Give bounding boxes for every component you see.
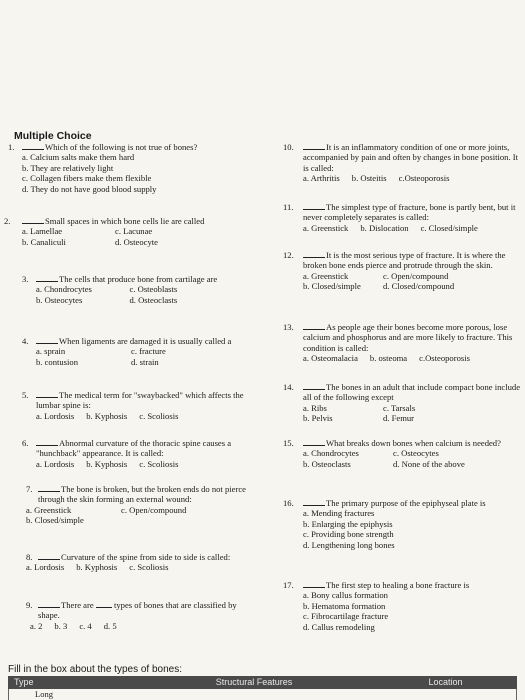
question-6 (8, 438, 248, 469)
option: a. sprain (36, 346, 66, 357)
option: c. Closed/simple (420, 222, 478, 233)
answer-blank[interactable] (38, 484, 60, 492)
question-number: 3. (22, 274, 29, 284)
answer-blank[interactable] (38, 600, 60, 608)
option: d. Femur (383, 413, 415, 424)
option: b. Dislocation (360, 222, 409, 233)
option: d. None of the above (393, 458, 465, 469)
question-stem: Which of the following is not true of bones? (45, 142, 198, 152)
fill-in-title: Fill in the box about the types of bones: (8, 664, 182, 675)
option: a. 2 (30, 620, 43, 631)
question-stem: Small spaces in which bone cells lie are called (45, 216, 205, 226)
question-8 (8, 552, 253, 573)
question-number: 6. (22, 438, 29, 448)
question-number: 16. (283, 498, 294, 508)
question-number: 7. (26, 484, 33, 494)
option: b. Pelvis (303, 413, 333, 424)
option: c. Scoliosis (129, 562, 169, 573)
option: c. fracture (131, 346, 166, 357)
option: d. Closed/compound (383, 281, 455, 292)
question-stem: What breaks down bones when calcium is needed? (326, 438, 501, 448)
answer-blank[interactable] (22, 142, 44, 150)
question-10 (283, 142, 521, 184)
option: c. Open/compound (121, 504, 187, 515)
table-header (8, 676, 517, 689)
answer-blank[interactable] (36, 336, 58, 344)
question-number: 12. (283, 250, 294, 260)
question-stem: It is an inflammatory condition of one or more joints, accompanied by pain and often by changes in bone position. It is called: (303, 142, 519, 173)
option: a. Arthritis (303, 173, 340, 184)
option: d. 5 (103, 620, 117, 631)
option: b. contusion (36, 356, 79, 367)
option: b. Kyphosis (86, 410, 128, 421)
question-number: 1. (8, 142, 15, 152)
question-number: 8. (26, 552, 33, 562)
question-stem: types of bones that are classified by shape. (38, 600, 237, 621)
question-number: 14. (283, 382, 294, 392)
option: a. Chondrocytes (36, 284, 92, 295)
option: c. Open/compound (383, 270, 449, 281)
option: a. Lordosis (36, 410, 75, 421)
question-16 (283, 498, 521, 550)
question-9 (8, 600, 253, 631)
option: c. Osteocytes (393, 448, 439, 459)
question-11 (283, 202, 521, 233)
option: c. Scoliosis (139, 410, 179, 421)
question-stem: The first step to healing a bone fracture is (326, 580, 470, 590)
question-15 (283, 438, 521, 469)
option: c. Osteoblasts (129, 284, 178, 295)
answer-blank[interactable] (96, 600, 112, 608)
question-number: 11. (283, 202, 294, 212)
question-7 (8, 484, 258, 526)
question-number: 10. (283, 142, 294, 152)
question-13 (283, 322, 521, 364)
option: b. 3 (54, 620, 68, 631)
question-stem: The bone is broken, but the broken ends do not pierce through the skin forming an external wound: (38, 484, 246, 505)
question-number: 5. (22, 390, 29, 400)
row-label: Long (35, 689, 53, 699)
question-stem: The medical term for "swaybacked" which affects the lumbar spine is: (36, 390, 244, 411)
answer-blank[interactable] (303, 142, 325, 150)
answer-blank[interactable] (303, 498, 325, 506)
option: a. Lordosis (26, 562, 65, 573)
question-stem: The simplest type of fracture, bone is partly bent, but it never completely separates is called: (303, 202, 516, 223)
option: a. Greenstick (303, 222, 349, 233)
question-1 (8, 142, 258, 194)
question-number: 17. (283, 580, 294, 590)
question-5 (8, 390, 253, 421)
question-stem: The primary purpose of the epiphyseal plate is (326, 498, 486, 508)
option: d. They do not have good blood supply (22, 183, 157, 194)
option: a. Ribs (303, 402, 327, 413)
question-14 (283, 382, 521, 424)
option: c. Collagen fibers make them flexible (22, 173, 152, 184)
answer-blank[interactable] (36, 390, 58, 398)
option: b. Canaliculi (22, 236, 66, 247)
option: c. 4 (79, 620, 92, 631)
option: a. Greenstick (303, 270, 349, 281)
question-stem: Curvature of the spine from side to side is called: (61, 552, 231, 562)
column-header-type: Type (14, 677, 34, 687)
option: b. Closed/simple (303, 281, 361, 292)
question-number: 9. (26, 600, 33, 610)
option: b. osteoma (369, 353, 408, 364)
option: c. Lacunae (115, 226, 153, 237)
option: a. Chondrocytes (303, 448, 359, 459)
option: b. They are relatively light (22, 162, 114, 173)
option: a. Osteomalacia (303, 353, 358, 364)
question-number: 4. (22, 336, 29, 346)
option: c. Tarsals (383, 402, 416, 413)
answer-blank[interactable] (303, 580, 325, 588)
question-3 (8, 274, 223, 305)
option: b. Osteocytes (36, 294, 83, 305)
bone-types-table (8, 676, 517, 700)
answer-blank[interactable] (303, 382, 325, 390)
question-stem: It is the most serious type of fracture. It is where the broken bone ends pierce and protrude through the skin. (303, 250, 506, 271)
question-stem: There are (61, 600, 94, 610)
option: b. Kyphosis (86, 458, 128, 469)
option: b. Closed/simple (26, 515, 84, 526)
option: b. Osteoclasts (303, 458, 351, 469)
answer-blank[interactable] (36, 274, 58, 282)
option: c. Providing bone strength (303, 529, 394, 540)
option: c. Fibrocartilage fracture (303, 611, 389, 622)
option: c.Osteoporosis (398, 173, 450, 184)
section-heading: Multiple Choice (14, 130, 92, 142)
option: d. Osteocyte (115, 236, 158, 247)
option: b. Enlarging the epiphysis (303, 518, 393, 529)
option: b. Hematoma formation (303, 600, 386, 611)
column-header-structural-features: Structural Features (215, 677, 293, 687)
option: d. Osteoclasts (129, 294, 178, 305)
option: d. Callus remodeling (303, 621, 375, 632)
question-stem: The bones in an adult that include compact bone include all of the following except (303, 382, 521, 403)
question-number: 2. (4, 216, 11, 226)
option: a. Greenstick (26, 504, 72, 515)
option: c. Scoliosis (139, 458, 179, 469)
option: a. Calcium salts make them hard (22, 152, 135, 163)
answer-blank[interactable] (303, 322, 325, 330)
question-stem: As people age their bones become more porous, lose calcium and phosphorus and are more likely to fracture. This condition is called: (303, 322, 513, 353)
option: a. Lordosis (36, 458, 75, 469)
answer-blank[interactable] (38, 552, 60, 560)
answer-blank[interactable] (303, 250, 325, 258)
column-header-location: Location (428, 677, 463, 687)
answer-blank[interactable] (303, 202, 325, 210)
question-4 (8, 336, 258, 367)
option: b. Kyphosis (76, 562, 118, 573)
question-stem: The cells that produce bone from cartilage are (59, 274, 218, 284)
option: a. Bony callus formation (303, 590, 388, 601)
option: b. Osteitis (351, 173, 387, 184)
question-12 (283, 250, 521, 292)
question-stem: Abnormal curvature of the thoracic spine causes a "hunchback" appearance. It is called: (36, 438, 232, 459)
answer-blank[interactable] (22, 216, 44, 224)
option: c.Osteoporosis (419, 353, 470, 364)
option: a. Mending fractures (303, 508, 375, 519)
answer-blank[interactable] (303, 438, 325, 446)
question-number: 15. (283, 438, 294, 448)
answer-blank[interactable] (36, 438, 58, 446)
question-2 (4, 216, 208, 247)
question-17 (283, 580, 521, 632)
option: d. Lengthening long bones (303, 539, 395, 550)
option: d. strain (131, 356, 159, 367)
option: a. Lamellae (22, 226, 63, 237)
question-stem: When ligaments are damaged it is usually called a (59, 336, 232, 346)
question-number: 13. (283, 322, 294, 332)
table-row (8, 689, 517, 700)
